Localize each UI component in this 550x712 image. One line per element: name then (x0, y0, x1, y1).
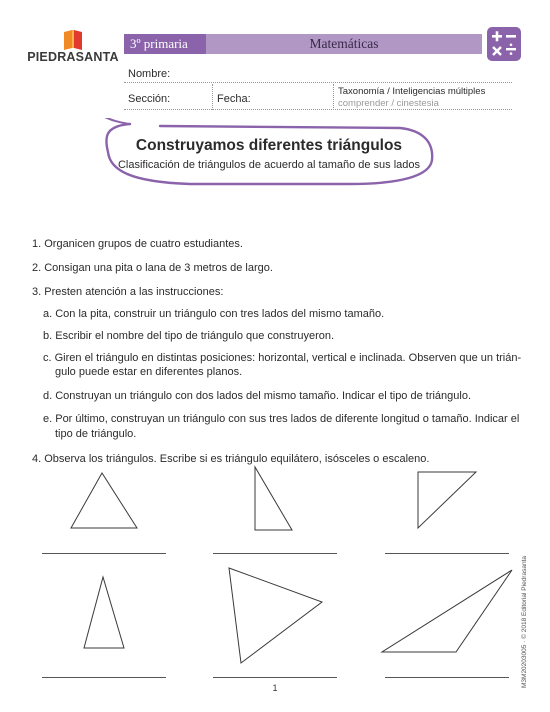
taxonomy-title: Taxonomía / Inteligencias múltiples (338, 86, 486, 97)
answer-line-3[interactable] (385, 553, 509, 554)
activity-title: Construyamos diferentes triángulos (135, 137, 403, 154)
instruction-3a: a. Con la pita, construir un triángulo con tres lados del mismo tamaño. (43, 308, 385, 320)
grade-label: 3º primaria (124, 34, 206, 54)
triangle-5 (229, 568, 322, 663)
instruction-1: 1. Organicen grupos de cuatro estudiantes. (32, 238, 243, 250)
instruction-3b: b. Escribir el nombre del tipo de triángulo que construyeron. (43, 330, 335, 342)
side-code-text: M3M20203005 · © 2018 Editorial Piedrasanta (521, 556, 528, 688)
instruction-3c-cont: gulo puede estar en diferentes planos. (55, 366, 243, 378)
instruction-3c: c. Giren el triángulo en distintas posiciones: horizontal, vertical e inclinada. Observen que un trián- (43, 352, 522, 364)
triangle-1 (71, 473, 137, 528)
answer-line-6[interactable] (385, 677, 509, 678)
date-label: Fecha: (217, 93, 251, 105)
name-label: Nombre: (128, 68, 171, 80)
instruction-3d: d. Construyan un triángulo con dos lados del mismo tamaño. Indicar el tipo de triángulo. (43, 390, 472, 402)
answer-line-2[interactable] (213, 553, 337, 554)
answer-line-5[interactable] (213, 677, 337, 678)
side-code (516, 530, 530, 690)
publisher-name: PIEDRASANTA (27, 50, 119, 64)
taxonomy-values: comprender / cinestesia (338, 98, 439, 109)
instruction-4: 4. Observa los triángulos. Escribe si es triángulo equilátero, isósceles o escaleno. (32, 453, 430, 465)
instruction-3: 3. Presten atención a las instrucciones: (32, 286, 224, 298)
page-number: 1 (272, 683, 278, 693)
instruction-3e: e. Por último, construyan un triángulo con sus tres lados de diferente longitud o tamaño. Indicar el (43, 413, 520, 425)
triangle-4 (84, 577, 124, 648)
triangle-2 (255, 467, 292, 530)
triangle-3 (418, 472, 476, 528)
answer-line-1[interactable] (42, 553, 166, 554)
instruction-3e-cont: tipo de triángulo. (55, 428, 137, 440)
section-label: Sección: (128, 93, 171, 105)
instruction-2: 2. Consigan una pita o lana de 3 metros de largo. (32, 262, 273, 274)
answer-line-4[interactable] (42, 677, 166, 678)
subject-title: Matemáticas (309, 36, 379, 51)
activity-subtitle: Clasificación de triángulos de acuerdo al tamaño de sus lados (117, 159, 421, 171)
triangle-6 (382, 570, 512, 652)
